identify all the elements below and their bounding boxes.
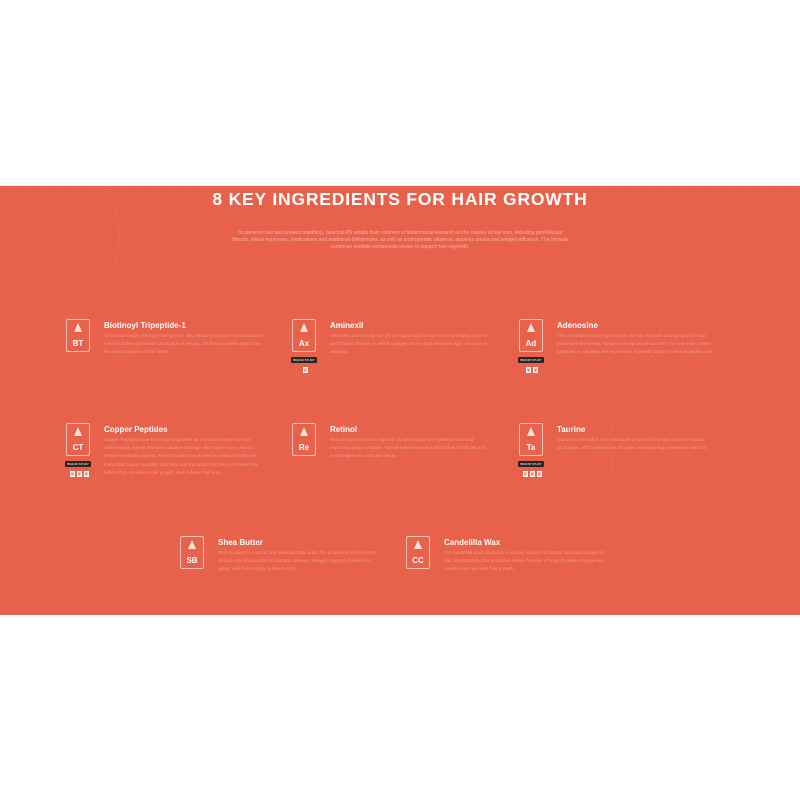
decorative-circle: [0, 186, 120, 326]
reference-link[interactable]: 7: [524, 472, 526, 476]
ingredient-card: [519, 423, 719, 533]
ingredients-section: [0, 186, 800, 615]
element-symbol: SB: [186, 556, 198, 565]
brand-study-badge[interactable]: BRAND STUDY: [518, 357, 544, 363]
reference-link[interactable]: 3: [534, 368, 537, 372]
element-tile: [66, 319, 90, 352]
ingredient-name: Retinol: [330, 425, 358, 434]
ingredient-description: Minimizes hair density loss by strengthening the hair root and helping prevent perifollicular fibrosis, in which collagen at the roots becomes rigid, common in alopecia.: [330, 333, 488, 355]
flask-icon: [188, 540, 196, 549]
element-tile: [519, 423, 543, 456]
ingredient-description: Rich in vitamins A and E and essential fatty acids, the properties of this extract include anti-inflammation to mitigate damage, collagen support to minimize aging, and moisturizing to reduce frizz.: [218, 550, 377, 572]
flask-icon: [300, 427, 308, 436]
brand-study-badge[interactable]: BRAND STUDY: [291, 357, 317, 363]
ingredient-name: Copper Peptides: [104, 425, 168, 434]
section-intro: To preserve hair and prevent shedding, Spectral RS results from volumes of biotechnical research on the causes of hair loss, including perifollicular fibrosis, stress hormones, medications and nutritional deficiencies, as well as androgenetic alopecia, alopecia areata and telogen effluvium. The formula combines multiple compounds known to support hair regrowth.: [232, 230, 568, 251]
ingredient-name: Shea Butter: [218, 538, 263, 547]
ingredient-card: [292, 319, 492, 429]
element-tile: [66, 423, 90, 456]
flask-icon: [300, 323, 308, 332]
ingredient-card: [66, 319, 266, 429]
ingredient-name: Biotinoyl Tripeptide-1: [104, 321, 186, 330]
reference-links: [292, 367, 318, 373]
element-symbol: Ta: [526, 443, 536, 452]
element-tile: [292, 319, 316, 352]
ingredient-description: The candelilla plant produces a natural, nutrient-rich butter absorbed easily into hair, strengthening the protective barrier function of scalp to retain endogenous moisture and promote hair growth.: [444, 550, 605, 572]
ingredient-card: [66, 423, 266, 533]
reference-link[interactable]: 4: [71, 472, 73, 476]
element-symbol: Ax: [298, 339, 310, 348]
ingredient-description: To activate longer, stronger hair growth, this peptide promotes microcirculation in hair follicles and boosts production of keratin, the fibrous protein that forms the chemical basis of hair fibers.: [104, 333, 263, 355]
element-tile: [519, 319, 543, 352]
reference-links: [519, 471, 545, 477]
flask-icon: [414, 540, 422, 549]
element-tile: [292, 423, 316, 456]
flask-icon: [527, 427, 535, 436]
element-tile: [180, 536, 204, 569]
reference-link[interactable]: 6: [85, 472, 87, 476]
ingredient-name: Adenosine: [557, 321, 598, 330]
brand-study-badge[interactable]: BRAND STUDY: [518, 461, 544, 467]
reference-link[interactable]: 8: [531, 472, 533, 476]
reference-link[interactable]: 1: [304, 368, 306, 372]
element-symbol: BT: [72, 339, 84, 348]
ingredient-card: [292, 423, 492, 533]
element-symbol: CC: [412, 556, 424, 565]
flask-icon: [74, 427, 82, 436]
brand-study-badge[interactable]: BRAND STUDY: [65, 461, 91, 467]
reference-link[interactable]: 9: [538, 472, 540, 476]
flask-icon: [74, 323, 82, 332]
ingredient-name: Candelilla Wax: [444, 538, 501, 547]
ingredient-description: Retinoids promote hair regrowth by developing new epithelial cells and improving scalp condition. Topical retinol increases blood flow to follicles and encourages new vascular tissue.: [330, 437, 486, 459]
element-tile: [406, 536, 430, 569]
ingredient-description: Taurine is the body's most abundant amino acid. It helps promote keratin production, which makes hair stronger and helps stop premature hair loss.: [557, 437, 708, 451]
ingredient-card: [180, 536, 380, 615]
element-symbol: Ad: [525, 339, 537, 348]
ingredient-description: This anti-inflammatory agent works for hair regrowth through biochemical processes like energy transfer and signal transduction. To treat male pattern baldness, it regulates the expression of growth factors in dermal papilla cells.: [557, 333, 714, 355]
ingredient-card: [406, 536, 606, 615]
reference-link[interactable]: 5: [78, 472, 80, 476]
ingredient-description: Copper Peptides have two major properties as it provides protective and inflammatory agents that limit oxidative damage after tissue injury, and it's tissue remodeling agents. Several studies conducted by research institutes found that copper peptides improved hair transplant success, increased hair follicle size, stimulated hair growth, and reduced hair loss.: [104, 437, 259, 475]
ingredient-name: Aminexil: [330, 321, 364, 330]
reference-links: [66, 471, 92, 477]
reference-links: [519, 367, 545, 373]
ingredient-card: [519, 319, 719, 429]
ingredient-name: Taurine: [557, 425, 586, 434]
element-symbol: CT: [72, 443, 84, 452]
flask-icon: [527, 323, 535, 332]
element-symbol: Re: [298, 443, 310, 452]
reference-link[interactable]: 2: [527, 368, 530, 372]
section-title: 8 KEY INGREDIENTS FOR HAIR GROWTH: [212, 189, 588, 209]
